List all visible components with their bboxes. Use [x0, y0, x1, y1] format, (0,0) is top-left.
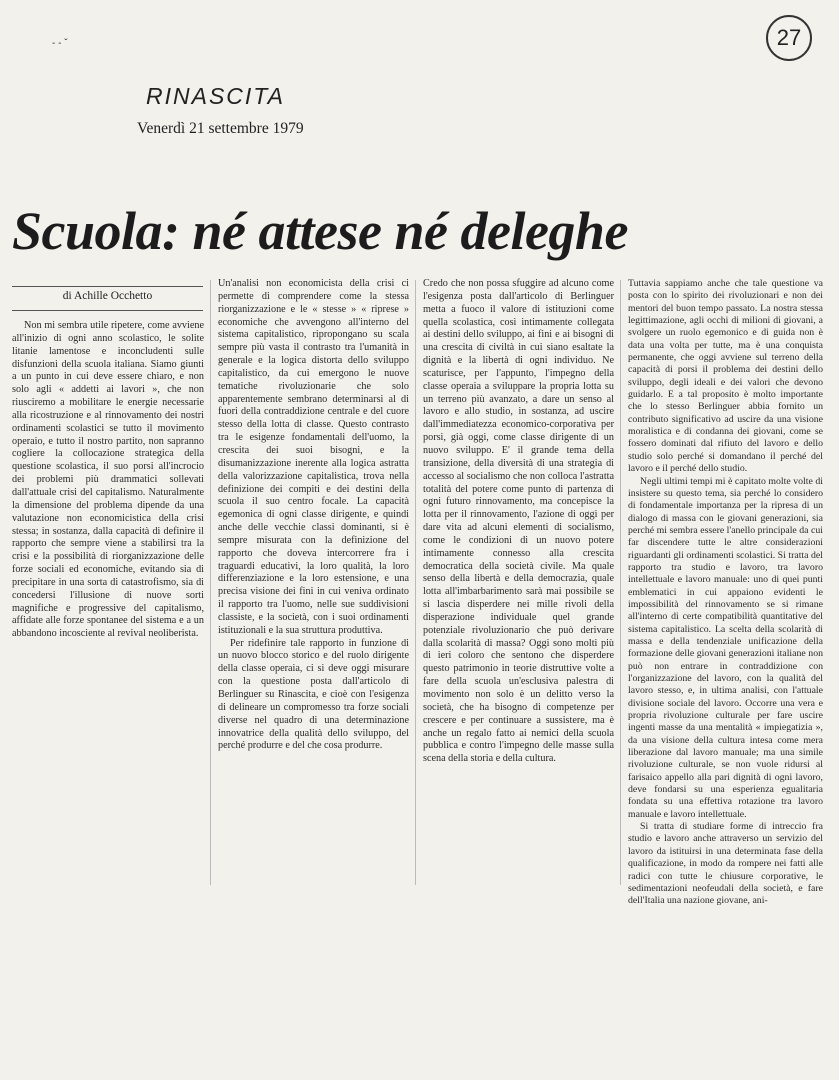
article-column-4: [628, 278, 823, 918]
paragraph-1: Non mi sembra utile ripetere, come avviene all'inizio di ogni anno scolastico, le solite litanie lamentose e inconcludenti sulle disfunzioni della scuola italiana. Siamo giunti a un punto in cui deve essere chiaro, e non solo agli « addetti ai lavori », che non riusciremo a mobilitare le energie necessarie alla ricostruzione e al rinnovamento dei nostri ordinamenti scolastici se tutto il movimento operaio, e tutto il nostro partito, non sapranno cogliere la collocazione strategica della questione scolastica, il suo porsi all'incrocio dei problemi più drammatici sollevati dall'attuale crisi del capitalismo. Naturalmente la dimensione del problema dipende da una valutazione non economicistica della crisi stessa; in sostanza, dalla capacità di definire il rapporto che sempre viene a stabilirsi tra la crisi e la possibilità di riorganizzazione delle forze sociali ed economiche, evitando sia di precipitare in una sorta di catastrofismo, sia di concedersi l'illusione di nuove sorti magnifiche e progressive del capitalismo, affidate alle forze spontanee del sistema e a un abbandono incosciente al revival neoliberista.: [12, 320, 204, 640]
masthead-handwritten: RINASCITA: [146, 83, 285, 109]
paragraph-3: Per ridefinire tale rapporto in funzione di un nuovo blocco storico e del ruolo dirigente della classe operaia, ci si deve oggi misurare con la questione posta dall'articolo di Berlinguer su Rinascita, e cioè con l'esigenza di delineare un compromesso tra forze sociali diverse nel quadro di una determinazione innovatrice della qualità dello sviluppo, del perché produrre e del che cosa produrre.: [218, 637, 409, 752]
article-column-3: [423, 278, 614, 918]
column-divider: [210, 280, 211, 885]
paragraph-7: Si tratta di studiare forme di intreccio fra studio e lavoro anche attraverso un servizio del lavoro da istituirsi in una determinata fase della qualificazione, in modo da rompere nei fatti alle radici con tutte le chiusure corporative, le sedimentazioni neofeudali della società, e fare dell'Italia una nazione giovane, ani-: [628, 821, 823, 907]
column-divider: [620, 280, 621, 885]
article-column-2: [218, 278, 409, 918]
byline-rule-bottom: [12, 310, 203, 311]
article-headline: Scuola: né attese né deleghe: [12, 201, 628, 261]
paragraph-2: Un'analisi non economicista della crisi ci permette di comprendere come la stessa riorganizzazione e le « stesse » « riprese » economiche che avvengono all'interno del sistema capitalistico, ripropongano su scala sempre più vasta il contrasto tra l'umanità in generale e la logica distorta dello sviluppo capitalistico, da cui emergono le nuove tematiche rivoluzionarie che solo apparentemente sembrano determinarsi al di fuori della contraddizione centrale e del cuore stesso della lotta di classe. Questo contrasto tra le esigenze fondamentali dell'uomo, la crescita dei suoi bisogni, e la disumanizzazione inerente alla logica astratta della valorizzazione capitalistica, trova nella definizione dei compiti e dei destini della scuola il suo centro focale. La capacità egemonica di ogni classe dirigente, e quindi anche delle vecchie classi dominanti, si è sempre misurata con la definizione del rapporto che doveva intercorrere fra i traguardi educativi, la loro qualità, la loro differenziazione e la loro estensione, e una precisa visione dei fini in cui veniva ordinato il rapporto tra l'uomo, nelle sue suddivisioni classiste, e la società, con i suoi ordinamenti istituzionali e la sua struttura produttiva.: [218, 278, 409, 636]
paragraph-5: Tuttavia sappiamo anche che tale questione va posta con lo spirito dei rivoluzionari e non dei mentori del buon tempo passato. La nostra stessa legittimazione, agli occhi di milioni di giovani, a svolgere un ruolo egemonico e di guida non è data una volta per tutte, ma è una conquista permanente, che oggi avviene sul terreno della capacità di porsi il problema dei destini dello sviluppo, degli ideali e dei valori che devono guidarlo. E a tal proposito è molto importante che lo stesso Berlinguer abbia fornito un contributo significativo ad uscire da una visione moralistica e di condanna dei giovani, come se fossero dominati dal rifiuto del lavoro e dello studio solo perché si domandano il perché del lavoro e il perché dello studio.: [628, 278, 823, 475]
article-byline: di Achille Occhetto: [62, 290, 153, 302]
paragraph-6: Negli ultimi tempi mi è capitato molte volte di insistere su questo tema, sia perché lo considero di fondamentale importanza per la ripresa di un dialogo di massa con le giovani generazioni, sia perché mi sembra essere l'anello principale da cui far discendere tutte le altre considerazioni riguardanti gli ordinamenti scolastici. Si tratta del rapporto tra studio e lavoro, tra lavoro intellettuale e lavoro manuale: uno di quei punti emblematici in cui appaiono evidenti le impossibilità del rinnovamento se si rimane all'interno di certe compatibilità quantitative del sistema capitalistico. La scelta della scolarità di massa e della tendenziale unificazione della formazione delle giovani generazioni italiane non può non entrare in contraddizione con l'organizzazione del lavoro, con la qualità del lavoro stesso, e, in ultima analisi, con l'attuale divisione sociale del lavoro. Occorre una vera e propria rivoluzione culturale per fare uscire ingenti masse da una mentalità « impiegatizia », da una visione della cultura intesa come mera liberazione dal lavoro manuale; ma una simile rivoluzione culturale, se non vuole ridursi al farisaico appello alla pari dignità di ogni lavoro, deve fondarsi su una esperienza egualitaria fondata su una effettiva rotazione tra lavoro manuale e lavoro intellettuale.: [628, 475, 823, 820]
page-number-stamp: 27: [766, 15, 812, 61]
scan-mark: ‐ ‐ ˇ: [52, 38, 68, 49]
article-column-1: [12, 320, 204, 910]
paragraph-4: Credo che non possa sfuggire ad alcuno come l'esigenza posta dall'articolo di Berlinguer metta a fuoco il valore di istituzioni come quella scolastica, così intimamente collegata ai destini dello sviluppo, ai fini e ai bisogni di una crescita di civiltà in cui siano esaltate la dignità e la libertà di ogni individuo. Ne scaturisce, per l'appunto, l'impegno della classe operaia a sviluppare la propria lotta su un terreno più avanzato, a dare un senso al lavoro e allo studio, in sostanza, ad uscire dall'immediatezza economico-corporativa per porsi, già oggi, come classe dirigente di un nuovo sviluppo. E' il grande tema della transizione, della diversità di una strategia di accesso al socialismo che non colloca l'astratta totalità del potere come punto di partenza di ogni futuro rinnovamento, ma concepisce la lotta per il rinnovamento, l'azione di oggi per dare vita ad alcuni elementi di socialismo, come le condizioni di un nuovo potere intimamente connesso alla crescita democratica della società civile. Ma quale senso della libertà e della democrazia, quale lotta all'imbarbarimento sarà mai possibile se si lascia disperdere nei mille rivoli della disperazione individuale quel grande potenziale rivoluzionario che può derivare dalla scolarità di massa? Oggi sono molti più di ieri coloro che sentono che disperdere questo patrimonio in teorie distruttive volte a fare della scuola un'esclusiva palestra di movimento non solo è un delitto verso la società, che ha bisogno di competenze per crescere e per continuare a sussistere, ma è anche un regalo fatto ai nemici della scuola pubblica e contro l'impegno delle masse sulla scena della storia e della cultura.: [423, 278, 614, 765]
publication-date: Venerdì 21 settembre 1979: [137, 120, 304, 137]
byline-rule-top: [12, 286, 203, 287]
column-divider: [415, 280, 416, 885]
